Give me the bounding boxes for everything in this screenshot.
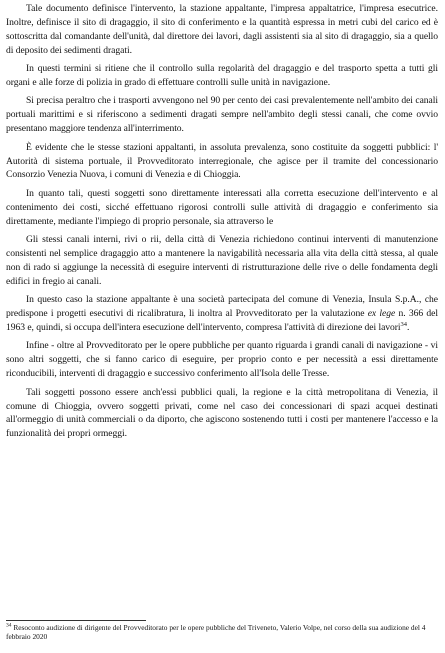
- paragraph-7-italic-text: ex lege: [367, 308, 396, 320]
- footnote-reference[interactable]: 34: [400, 320, 407, 328]
- paragraph-9: Tali soggetti possono essere anch'essi pubblici quali, la regione e la città metropolitana di Venezia, il comune di Chioggia, ovvero soggetti privati, come nel caso dei concessionari di spazi acquei destinati all'ormeggio di unità commerciali o da diporto, che agiscono sostenendo tutti i costi per mantenere l'accesso e la funzionalità dei propri ormeggi.: [6, 386, 438, 440]
- paragraph-3: Si precisa peraltro che i trasporti avvengono nel 90 per cento dei casi prevalentemente nell'ambito dei canali portuali marittimi e si riferiscono a sedimenti dragati sempre nell'ambito degli stessi canali, che come ovvio presentano maggiore tendenza all'interrimento.: [6, 95, 438, 135]
- paragraph-5: In quanto tali, questi soggetti sono direttamente interessati alla corretta esecuzione dell'intervento e al contenimento dei costi, sicché effettuano rigorosi controlli sulle attività di dragaggio e conferimento sia direttamente, mediante l'impiego di proprio personale, sia attraverso le: [6, 187, 438, 227]
- document-body: [6, 2, 438, 446]
- paragraph-7-text-after: n. 366 del 1963 e, quindi, si occupa dell'intera esecuzione dell'intervento, compresa l'attività di direzione dei lavori: [6, 308, 439, 334]
- footnote-divider: [6, 620, 146, 621]
- paragraph-7-text-before: In questo caso la stazione appaltante è una società partecipata del comune di Venezia, Insula S.p.A., che predispone i progetti esecutivi di ricalibratura, li inoltra al Provveditorato per la valutazione: [6, 294, 438, 320]
- paragraph-7-text-end: .: [406, 322, 410, 334]
- paragraph-6: Gli stessi canali interni, rivi o rii, della città di Venezia richiedono continui interventi di manutenzione consistenti nel semplice dragaggio atto a mantenere la navigabilità necessaria alla vita della città stessa, al quale non di rado si aggiunge la necessità di eseguire interventi di ristrutturazione delle rive o delle fondamenta degli edifici in fregio ai canali.: [6, 234, 438, 287]
- footnote: [6, 623, 436, 641]
- paragraph-2: In questi termini si ritiene che il controllo sulla regolarità del dragaggio e del trasporto spetta a tutti gli organi e alle forze di polizia in grado di effettuare controlli sulle unità in navigazione.: [6, 63, 438, 89]
- footnote-text: Resoconto audizione di dirigente del Provveditorato per le opere pubbliche del Triveneto, Valerio Volpe, nel corso della sua audizione del 4 febbraio 2020: [6, 623, 426, 641]
- footnote-number: 34: [6, 622, 12, 629]
- paragraph-8: Infine - oltre al Provveditorato per le opere pubbliche per quanto riguarda i grandi canali di navigazione - vi sono altri soggetti, che si fanno carico di eseguire, per proprio conto e per necessità a essi direttamente riconducibili, interventi di dragaggio e successivo conferimento all'Isola delle Tresse.: [6, 340, 438, 380]
- paragraph-7: [6, 293, 438, 335]
- paragraph-4: È evidente che le stesse stazioni appaltanti, in assoluta prevalenza, sono costituite da soggetti pubblici: l' Autorità di sistema portuale, il Provveditorato interregionale, che agisce per il tramite del concessionario Consorzio Venezia Nuova, i comuni di Venezia e di Chioggia.: [6, 141, 438, 181]
- paragraph-1: Tale documento definisce l'intervento, la stazione appaltante, l'impresa appaltatrice, l'impresa esecutrice. Inoltre, definisce il sito di dragaggio, il sito di conferimento e la quantità espressa in metri cubi del carico ed è sottoscritta dal comandante dell'unità, dal direttore dei lavori, dagli assistenti sia al sito di dragaggio, sia a quello di deposito dei sedimenti dragati.: [6, 3, 438, 56]
